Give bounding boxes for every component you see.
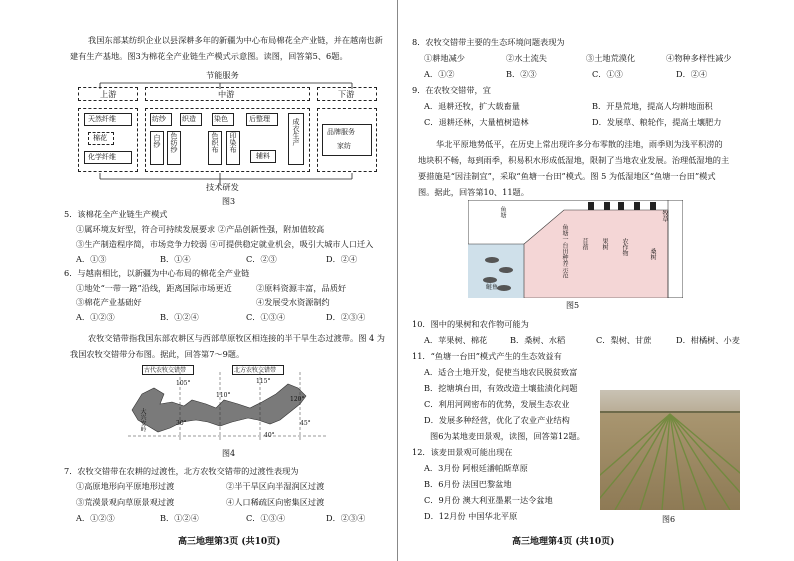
energy-service-label: 节能服务 (206, 70, 239, 80)
intro-line: 建有生产基地。图3为棉花全产业链生产模式示意图。读图，回答第5、6题。 (70, 51, 348, 61)
longitude-115: 115° (256, 378, 271, 385)
dyeing: 染色 (214, 115, 228, 123)
weaving: 织造 (182, 115, 196, 123)
garment-production: 成衣生产 (292, 118, 300, 146)
q6-stem: 6．与越南相比，以新疆为中心布局的棉花全产业链 (64, 268, 250, 278)
northern-ecotone-label: 北方农牧交错带 (234, 367, 277, 374)
longitude-120: 120° (290, 396, 305, 403)
q6-statement: ④发展受水资源制约 (256, 297, 330, 307)
q6-statement: ②原料资源丰富，品质好 (256, 283, 347, 293)
q8-statement: ③土地荒漠化 (586, 53, 636, 63)
cotton: 棉花 (93, 134, 107, 142)
q10-option-b[interactable]: B．桑树、水稻 (510, 335, 566, 345)
fruit-tree-label: 果树 (601, 238, 608, 250)
figure-3-caption: 图3 (222, 197, 236, 206)
q10-option-a[interactable]: A．苹果树、棉花 (424, 335, 488, 345)
q11-option-c[interactable]: C．利用河网密布的优势，发展生态农业 (424, 399, 570, 409)
q5-stem: 5．该棉花全产业链生产模式 (64, 209, 168, 219)
q12-option-c[interactable]: C．9月份 澳大利亚墨累一达令盆地 (424, 495, 553, 505)
q12-option-a[interactable]: A．3月份 阿根廷潘帕斯草原 (424, 463, 528, 473)
intro-paragraph-1 (70, 32, 390, 64)
q6-statement: ③棉花产业基础好 (76, 297, 142, 307)
latitude-30: 30° (176, 420, 187, 427)
figure-4-map (120, 364, 340, 446)
right-page-footer: 高三地理第4页 (共10页) (512, 537, 615, 547)
color-yarn: 色纺纱 (170, 132, 178, 153)
q9-stem: 9．在农牧交错带，宜 (412, 85, 491, 95)
q5-statement: ①属环境友好型，符合可持续发展要求 ②产品创新性强，附加值较高 (76, 224, 325, 234)
intro-line: 要措施是“因洼制宜”，采取“鱼塘一台田”模式。图 5 为低湿地区“鱼塘一台田”模式 (418, 171, 716, 181)
mulberry-label: 桑树 (649, 248, 656, 260)
q8-option-c[interactable]: C．①③ (592, 69, 623, 79)
figure-4-caption: 图4 (222, 449, 236, 458)
auxiliary-materials: 辅料 (256, 152, 270, 160)
chemical-fiber: 化学纤维 (88, 153, 116, 161)
intro-line: 图。据此，回答第10、11题。 (418, 187, 529, 197)
ancient-ecotone-label: 古代农牧交错带 (144, 367, 187, 374)
q7-option-b[interactable]: B．①②④ (160, 513, 199, 523)
color-woven-cloth: 色织布 (211, 132, 219, 153)
q11-option-b[interactable]: B．挖塘填台田，有效改造土壤盐渍化问题 (424, 383, 578, 393)
q7-option-c[interactable]: C．①③④ (246, 513, 286, 523)
left-page-footer: 高三地理第3页 (共10页) (178, 537, 281, 547)
upstream-label: 上游 (100, 89, 117, 99)
intro-line: 我国东部某纺织企业以县深耕多年的新疆为中心布局棉花全产业链，并在越南也新 (88, 35, 383, 45)
q6-option-b[interactable]: B．①②④ (160, 312, 199, 322)
q5-option-c[interactable]: C．②③ (246, 254, 277, 264)
q10-stem: 10．图中的果树和农作物可能为 (412, 319, 529, 329)
q5-statement: ③生产制造程序简，市场竞争力较弱 ④可提供稳定就业机会，吸引大城市人口迁入 (76, 239, 374, 249)
q9-option-b[interactable]: B．开垦荒地，提高人均耕地面积 (592, 101, 713, 111)
q7-statement: ②半干旱区向半湿润区过渡 (226, 481, 325, 491)
q12-option-b[interactable]: B．6月份 法国巴黎盆地 (424, 479, 512, 489)
q8-stem: 8．农牧交错带主要的生态环境问题表现为 (412, 37, 565, 47)
q6-option-c[interactable]: C．①③④ (246, 312, 286, 322)
q6-option-a[interactable]: A．①②③ (76, 312, 115, 322)
q7-statement: ①高原地形向平原地形过渡 (76, 481, 175, 491)
platform-field-label: 鱼塘一台田种养示范 (561, 224, 568, 278)
longitude-105: 105° (176, 380, 191, 387)
greater-khingan-label: 大兴安岭 (139, 408, 146, 432)
figure-6-photo (600, 390, 740, 510)
white-yarn: 白纱 (153, 134, 161, 148)
q8-option-b[interactable]: B．②③ (506, 69, 537, 79)
q7-statement: ③荒漠景观向草原景观过渡 (76, 497, 175, 507)
spinning: 纺纱 (152, 115, 166, 123)
intro-line: 农牧交错带指我国东部农耕区与西部草原牧区相连接的半干旱生态过渡带。图 4 为 (88, 333, 385, 343)
q8-option-d[interactable]: D．②④ (676, 69, 708, 79)
latitude-40: 40° (264, 432, 275, 439)
intro-line: 地块积不畅，每到雨季，积易积水形成低湿地，限制了当地农业发展。治理低湿地的主 (418, 155, 730, 165)
q8-statement: ①耕地减少 (424, 53, 465, 63)
silver-carp-label: 鲢鱼 (486, 284, 499, 291)
q9-option-a[interactable]: A．退耕还牧，扩大载畜量 (424, 101, 520, 111)
q5-option-d[interactable]: D．②④ (326, 254, 358, 264)
q9-option-d[interactable]: D．发展草、粮轮作，提高土壤肥力 (592, 117, 722, 127)
latitude-45: 45° (300, 420, 311, 427)
home-textiles: 家纺 (337, 142, 351, 150)
q11-option-d[interactable]: D．发展多种经营，优化了农业产业结构 (424, 415, 570, 425)
q7-option-a[interactable]: A．①②③ (76, 513, 115, 523)
intro-line: 我国农牧交错带分布图。据此，回答第7～9题。 (70, 349, 245, 359)
q8-statement: ④物种多样性减少 (666, 53, 732, 63)
downstream-label: 下游 (338, 89, 355, 99)
q7-stem: 7．农牧交错带在农耕的过渡性，北方农牧交错带的过渡性表现为 (64, 466, 299, 476)
q10-option-d[interactable]: D．柑橘树、小麦 (676, 335, 740, 345)
q11-option-a[interactable]: A．适合土地开发，促使当地农民脱贫致富 (424, 367, 578, 377)
q6-option-d[interactable]: D．②③④ (326, 312, 366, 322)
q7-option-d[interactable]: D．②③④ (326, 513, 366, 523)
figure-5-caption: 图5 (566, 301, 580, 310)
q12-option-d[interactable]: D．12月份 中国华北平原 (424, 511, 518, 521)
page-divider (397, 0, 398, 561)
printed-cloth: 印染布 (229, 132, 237, 153)
q11-stem: 11．“鱼塘一台田”模式产生的生态效益有 (412, 351, 562, 361)
q5-option-b[interactable]: B．①④ (160, 254, 191, 264)
q9-option-c[interactable]: C．退耕还林，大量植树造林 (424, 117, 529, 127)
intro-line: 华北平原地势低平，在历史上常出现许多分布零散的洼地，雨季则为浅平积涝的 (436, 139, 723, 149)
figure-6-caption: 图6 (662, 515, 676, 524)
intro-paragraph-4: 图6为某地麦田景观，读图，回答第12题。 (430, 431, 585, 441)
brand-service: 品牌服务 (327, 128, 355, 136)
forage-label: 牧草 (661, 210, 668, 222)
natural-fiber: 天然纤维 (88, 115, 116, 123)
alfalfa-label: 苜蓿 (581, 238, 588, 250)
crop-label: 农作物 (621, 238, 628, 256)
intro-paragraph-2 (70, 330, 390, 362)
q8-statement: ②水土流失 (506, 53, 547, 63)
q12-stem: 12．该麦田景观可能出现在 (412, 447, 513, 457)
q6-statement: ①地处“一带一路”沿线，距离国际市场更近 (76, 283, 232, 293)
q7-statement: ④人口稀疏区向密集区过渡 (226, 497, 325, 507)
tech-rnd-label: 技术研发 (206, 182, 239, 192)
longitude-110: 110° (216, 392, 231, 399)
midstream-label: 中游 (218, 89, 235, 99)
q5-option-a[interactable]: A．①③ (76, 254, 107, 264)
q8-option-a[interactable]: A．①② (424, 69, 455, 79)
finishing: 后整理 (249, 115, 270, 123)
intro-paragraph-3 (418, 136, 738, 200)
q10-option-c[interactable]: C．梨树、甘蔗 (596, 335, 652, 345)
fish-pond-label: 鱼塘 (499, 206, 506, 218)
